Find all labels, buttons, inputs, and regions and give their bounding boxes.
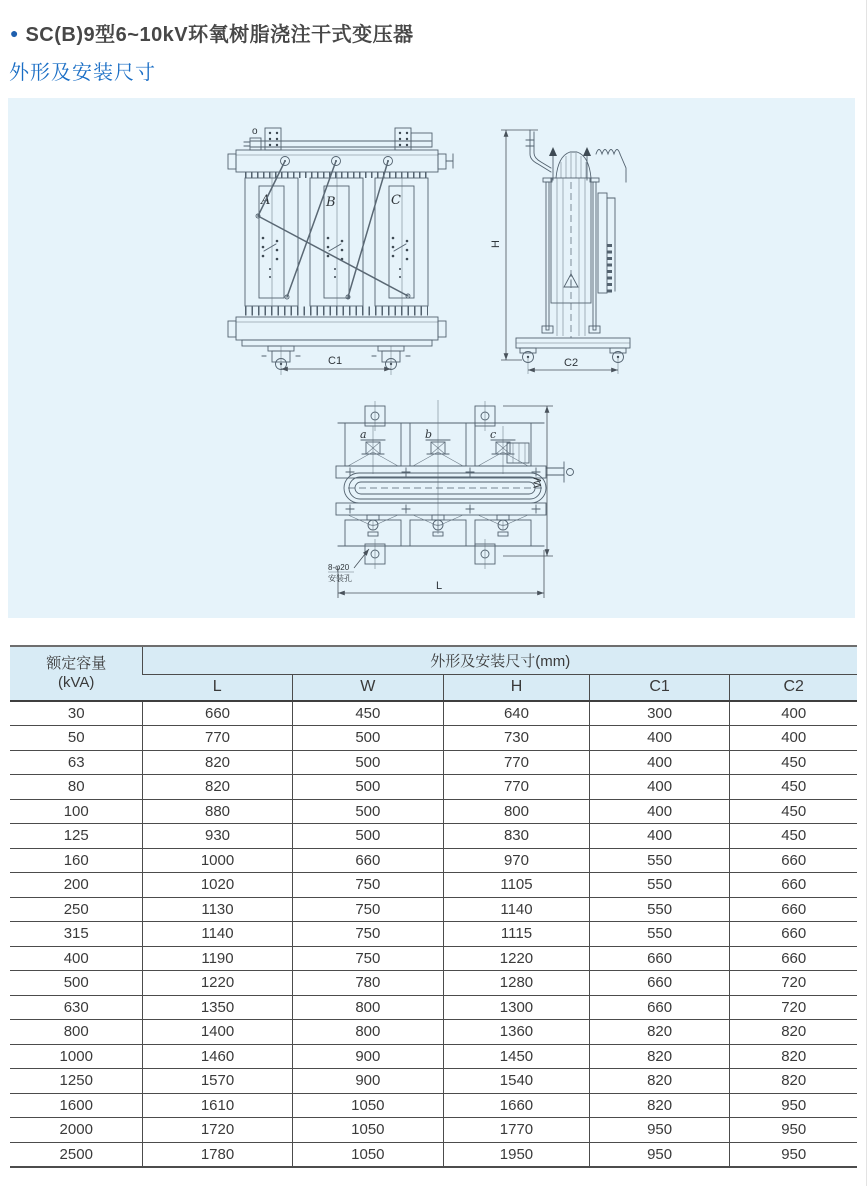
table-cell: 1570 bbox=[143, 1069, 292, 1094]
table-row bbox=[10, 1069, 857, 1094]
dim-c1-label: C1 bbox=[328, 355, 343, 367]
table-cell: 970 bbox=[444, 848, 590, 873]
table-cell: 800 bbox=[292, 1020, 444, 1045]
dim-h-label: H bbox=[490, 240, 502, 248]
table-cell: 630 bbox=[10, 995, 143, 1020]
table-cell: 800 bbox=[10, 1020, 143, 1045]
header-capacity-line1: 额定容量 bbox=[46, 654, 107, 672]
table-cell: 500 bbox=[292, 750, 444, 775]
table-row bbox=[10, 750, 857, 775]
table-cell: 1130 bbox=[143, 897, 292, 922]
phase-label-a: A bbox=[261, 193, 271, 208]
table-cell: 1050 bbox=[292, 1093, 444, 1118]
dim-w-label: W bbox=[532, 477, 544, 488]
table-row bbox=[10, 873, 857, 898]
section-subtitle: 外形及安装尺寸 bbox=[9, 62, 156, 84]
bushing-label-b: b bbox=[425, 428, 433, 441]
table-cell: 500 bbox=[292, 824, 444, 849]
table-cell: 1190 bbox=[143, 946, 292, 971]
table-cell: 720 bbox=[730, 995, 857, 1020]
table-cell: 930 bbox=[143, 824, 292, 849]
table-cell: 820 bbox=[589, 1044, 730, 1069]
table-cell: 1780 bbox=[143, 1142, 292, 1167]
phase-label-b: B bbox=[326, 195, 336, 210]
table-row bbox=[10, 946, 857, 971]
table-cell: 660 bbox=[292, 848, 444, 873]
table-cell: 1360 bbox=[444, 1020, 590, 1045]
table-cell: 1660 bbox=[444, 1093, 590, 1118]
table-cell: 750 bbox=[292, 897, 444, 922]
table-cell: 750 bbox=[292, 873, 444, 898]
table-cell: 400 bbox=[10, 946, 143, 971]
table-cell: 400 bbox=[589, 824, 730, 849]
table-cell: 1600 bbox=[10, 1093, 143, 1118]
header-col-l: L bbox=[143, 674, 292, 701]
table-cell: 160 bbox=[10, 848, 143, 873]
table-cell: 750 bbox=[292, 922, 444, 947]
table-cell: 1140 bbox=[143, 922, 292, 947]
table-cell: 950 bbox=[589, 1142, 730, 1167]
top-view-drawing bbox=[328, 400, 574, 598]
table-cell: 900 bbox=[292, 1044, 444, 1069]
table-cell: 550 bbox=[589, 897, 730, 922]
table-cell: 450 bbox=[730, 775, 857, 800]
table-cell: 1610 bbox=[143, 1093, 292, 1118]
table-cell: 820 bbox=[143, 775, 292, 800]
table-row bbox=[10, 726, 857, 751]
table-cell: 1300 bbox=[444, 995, 590, 1020]
dimensions-table bbox=[10, 645, 857, 1168]
table-cell: 660 bbox=[143, 701, 292, 726]
table-cell: 450 bbox=[292, 701, 444, 726]
table-row bbox=[10, 701, 857, 726]
table-cell: 1020 bbox=[143, 873, 292, 898]
table-cell: 660 bbox=[730, 873, 857, 898]
table-cell: 500 bbox=[10, 971, 143, 996]
table-cell: 750 bbox=[292, 946, 444, 971]
table-cell: 125 bbox=[10, 824, 143, 849]
table-cell: 770 bbox=[143, 726, 292, 751]
table-cell: 1000 bbox=[143, 848, 292, 873]
bushing-label-a: a bbox=[360, 428, 367, 441]
table-cell: 1770 bbox=[444, 1118, 590, 1143]
table-row bbox=[10, 971, 857, 996]
table-cell: 820 bbox=[589, 1093, 730, 1118]
header-col-w: W bbox=[292, 674, 444, 701]
table-cell: 1115 bbox=[444, 922, 590, 947]
table-cell: 400 bbox=[589, 750, 730, 775]
table-row bbox=[10, 1142, 857, 1167]
table-cell: 400 bbox=[589, 775, 730, 800]
table-cell: 1105 bbox=[444, 873, 590, 898]
table-cell: 500 bbox=[292, 799, 444, 824]
header-col-h: H bbox=[444, 674, 590, 701]
table-cell: 80 bbox=[10, 775, 143, 800]
table-cell: 1350 bbox=[143, 995, 292, 1020]
table-cell: 950 bbox=[730, 1118, 857, 1143]
table-cell: 820 bbox=[730, 1044, 857, 1069]
table-cell: 1250 bbox=[10, 1069, 143, 1094]
table-cell: 400 bbox=[589, 799, 730, 824]
table-cell: 400 bbox=[589, 726, 730, 751]
front-view-drawing bbox=[228, 126, 453, 375]
table-cell: 800 bbox=[292, 995, 444, 1020]
header-capacity bbox=[10, 646, 143, 701]
table-cell: 820 bbox=[730, 1020, 857, 1045]
table-cell: 1540 bbox=[444, 1069, 590, 1094]
table-cell: 780 bbox=[292, 971, 444, 996]
table-cell: 660 bbox=[589, 971, 730, 996]
table-cell: 30 bbox=[10, 701, 143, 726]
table-cell: 660 bbox=[730, 897, 857, 922]
mounting-note-line1: 8-φ20 bbox=[328, 563, 350, 572]
table-row bbox=[10, 799, 857, 824]
table-row bbox=[10, 897, 857, 922]
table-cell: 1220 bbox=[444, 946, 590, 971]
table-cell: 720 bbox=[730, 971, 857, 996]
table-cell: 2000 bbox=[10, 1118, 143, 1143]
table-cell: 2500 bbox=[10, 1142, 143, 1167]
dim-l-label: L bbox=[436, 580, 443, 592]
header-dimensions-group: 外形及安装尺寸(mm) bbox=[143, 646, 857, 674]
table-cell: 660 bbox=[730, 922, 857, 947]
bullet-icon: ● bbox=[10, 24, 19, 41]
table-cell: 820 bbox=[730, 1069, 857, 1094]
side-view-drawing bbox=[490, 130, 630, 374]
table-cell: 1280 bbox=[444, 971, 590, 996]
table-cell: 660 bbox=[589, 946, 730, 971]
table-row bbox=[10, 1044, 857, 1069]
table-cell: 1000 bbox=[10, 1044, 143, 1069]
header-capacity-line2: (kVA) bbox=[58, 673, 95, 691]
table-cell: 800 bbox=[444, 799, 590, 824]
table-cell: 1400 bbox=[143, 1020, 292, 1045]
table-cell: 550 bbox=[589, 873, 730, 898]
table-cell: 1450 bbox=[444, 1044, 590, 1069]
table-cell: 500 bbox=[292, 775, 444, 800]
table-cell: 1220 bbox=[143, 971, 292, 996]
table-row bbox=[10, 1118, 857, 1143]
table-cell: 63 bbox=[10, 750, 143, 775]
table-cell: 820 bbox=[143, 750, 292, 775]
table-cell: 1140 bbox=[444, 897, 590, 922]
table-cell: 950 bbox=[589, 1118, 730, 1143]
table-cell: 450 bbox=[730, 750, 857, 775]
table-cell: 1460 bbox=[143, 1044, 292, 1069]
phase-label-c: C bbox=[391, 193, 401, 208]
table-cell: 100 bbox=[10, 799, 143, 824]
table-row bbox=[10, 922, 857, 947]
bushing-label-c: c bbox=[490, 428, 497, 441]
mounting-note-line2: 安装孔 bbox=[328, 574, 352, 583]
header-col-c2: C2 bbox=[730, 674, 857, 701]
table-row bbox=[10, 1093, 857, 1118]
header-col-c1: C1 bbox=[589, 674, 730, 701]
table-cell: 640 bbox=[444, 701, 590, 726]
table-cell: 450 bbox=[730, 824, 857, 849]
table-row bbox=[10, 775, 857, 800]
table-cell: 450 bbox=[730, 799, 857, 824]
table-cell: 200 bbox=[10, 873, 143, 898]
table-cell: 820 bbox=[589, 1020, 730, 1045]
table-cell: 1050 bbox=[292, 1142, 444, 1167]
transformer-drawing bbox=[8, 98, 855, 618]
table-body bbox=[10, 701, 857, 1167]
table-cell: 550 bbox=[589, 848, 730, 873]
section-title-row bbox=[10, 18, 414, 47]
table-header bbox=[10, 646, 857, 701]
table-cell: 770 bbox=[444, 750, 590, 775]
drawing-panel bbox=[8, 98, 855, 618]
table-cell: 660 bbox=[730, 946, 857, 971]
table-cell: 1050 bbox=[292, 1118, 444, 1143]
front-top-label: o bbox=[252, 126, 258, 137]
table-row bbox=[10, 995, 857, 1020]
table-row bbox=[10, 824, 857, 849]
table-row bbox=[10, 848, 857, 873]
table-cell: 950 bbox=[730, 1093, 857, 1118]
table-cell: 500 bbox=[292, 726, 444, 751]
table-row bbox=[10, 1020, 857, 1045]
table-cell: 820 bbox=[589, 1069, 730, 1094]
table-cell: 880 bbox=[143, 799, 292, 824]
table-cell: 950 bbox=[730, 1142, 857, 1167]
table-cell: 1950 bbox=[444, 1142, 590, 1167]
table-cell: 250 bbox=[10, 897, 143, 922]
table-cell: 1720 bbox=[143, 1118, 292, 1143]
table-cell: 900 bbox=[292, 1069, 444, 1094]
table-cell: 50 bbox=[10, 726, 143, 751]
table-cell: 730 bbox=[444, 726, 590, 751]
table-cell: 315 bbox=[10, 922, 143, 947]
table-cell: 660 bbox=[730, 848, 857, 873]
table-cell: 550 bbox=[589, 922, 730, 947]
table-cell: 770 bbox=[444, 775, 590, 800]
page-title: SC(B)9型6~10kV环氧树脂浇注干式变压器 bbox=[25, 24, 414, 46]
table-cell: 400 bbox=[730, 701, 857, 726]
table-cell: 660 bbox=[589, 995, 730, 1020]
table-cell: 830 bbox=[444, 824, 590, 849]
dim-c2-label: C2 bbox=[564, 357, 579, 369]
table-cell: 300 bbox=[589, 701, 730, 726]
table-cell: 400 bbox=[730, 726, 857, 751]
